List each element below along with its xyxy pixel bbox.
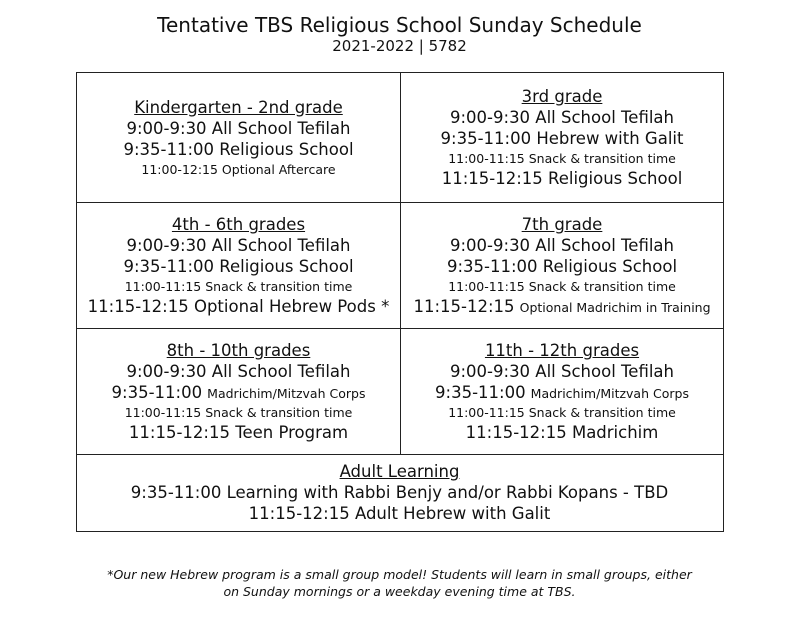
cell-adult-learning — [77, 455, 722, 530]
schedule-line: 11:15-12:15 Optional Hebrew Pods * — [87, 297, 390, 316]
schedule-line: 11:15-12:15 Religious School — [441, 169, 683, 188]
schedule-line: 9:00-9:30 All School Tefilah — [450, 362, 674, 381]
schedule-line: 11:00-11:15 Snack & transition time — [124, 405, 353, 420]
schedule-line: 11:00-11:15 Snack & transition time — [124, 279, 353, 294]
footnote-line: on Sunday mornings or a weekday evening time at TBS. — [223, 584, 576, 599]
cell-heading: Kindergarten - 2nd grade — [134, 97, 343, 117]
schedule-line — [435, 382, 689, 403]
cell-heading: Adult Learning — [339, 462, 460, 481]
schedule-line: 11:00-11:15 Snack & transition time — [448, 405, 676, 420]
schedule-time: 11:15-12:15 — [413, 297, 515, 316]
cell-heading: 8th - 10th grades — [166, 341, 311, 360]
schedule-line: 11:00-11:15 Snack & transition time — [448, 151, 676, 166]
schedule-line: 9:00-9:30 All School Tefilah — [450, 236, 674, 255]
schedule-line: 9:35-11:00 Hebrew with Galit — [440, 129, 684, 148]
cell-heading: 4th - 6th grades — [171, 215, 306, 234]
schedule-line: 11:15-12:15 Madrichim — [465, 423, 659, 442]
schedule-line: 9:35-11:00 Learning with Rabbi Benjy and/or Rabbi Kopans - TBD — [130, 483, 669, 502]
footnote-line: *Our new Hebrew program is a small group model! Students will learn in small groups, either — [107, 567, 692, 582]
page-title: Tentative TBS Religious School Sunday Schedule — [157, 13, 642, 37]
cell-4th-6th-grades — [77, 203, 401, 329]
cell-heading: 3rd grade — [521, 87, 603, 106]
schedule-line: 11:00-11:15 Snack & transition time — [448, 279, 676, 294]
schedule-line: 9:35-11:00 Religious School — [123, 257, 354, 276]
cell-heading: 11th - 12th grades — [484, 341, 640, 360]
cell-8th-10th-grades — [77, 329, 401, 455]
schedule-line: 11:15-12:15 Teen Program — [128, 423, 349, 442]
schedule-activity: Optional Madrichim in Training — [519, 300, 711, 315]
schedule-line: 11:00-12:15 Optional Aftercare — [141, 161, 336, 177]
schedule-line: 9:00-9:30 All School Tefilah — [126, 236, 351, 255]
schedule-time: 9:35-11:00 — [111, 383, 203, 402]
schedule-line: 11:15-12:15 Adult Hebrew with Galit — [248, 504, 551, 523]
schedule-table — [76, 72, 724, 532]
footnote — [0, 566, 799, 600]
schedule-activity: Madrichim/Mitzvah Corps — [207, 386, 366, 401]
schedule-line: 9:00-9:30 All School Tefilah — [126, 362, 351, 381]
cell-11th-12th-grades — [401, 329, 723, 455]
cell-kindergarten-2nd — [77, 73, 401, 203]
cell-7th-grade — [401, 203, 723, 329]
schedule-activity: Madrichim/Mitzvah Corps — [530, 386, 689, 401]
cell-heading: 7th grade — [521, 215, 603, 234]
cell-3rd-grade — [401, 73, 723, 203]
schedule-line: 9:00-9:30 All School Tefilah — [126, 118, 351, 138]
schedule-line — [112, 382, 366, 403]
schedule-line — [413, 296, 710, 317]
schedule-time: 9:35-11:00 — [435, 383, 526, 402]
school-year: 2021-2022 | 5782 — [332, 37, 467, 55]
schedule-line: 9:35-11:00 Religious School — [446, 257, 678, 276]
schedule-line: 9:00-9:30 All School Tefilah — [450, 108, 674, 127]
schedule-line: 9:35-11:00 Religious School — [123, 139, 354, 159]
